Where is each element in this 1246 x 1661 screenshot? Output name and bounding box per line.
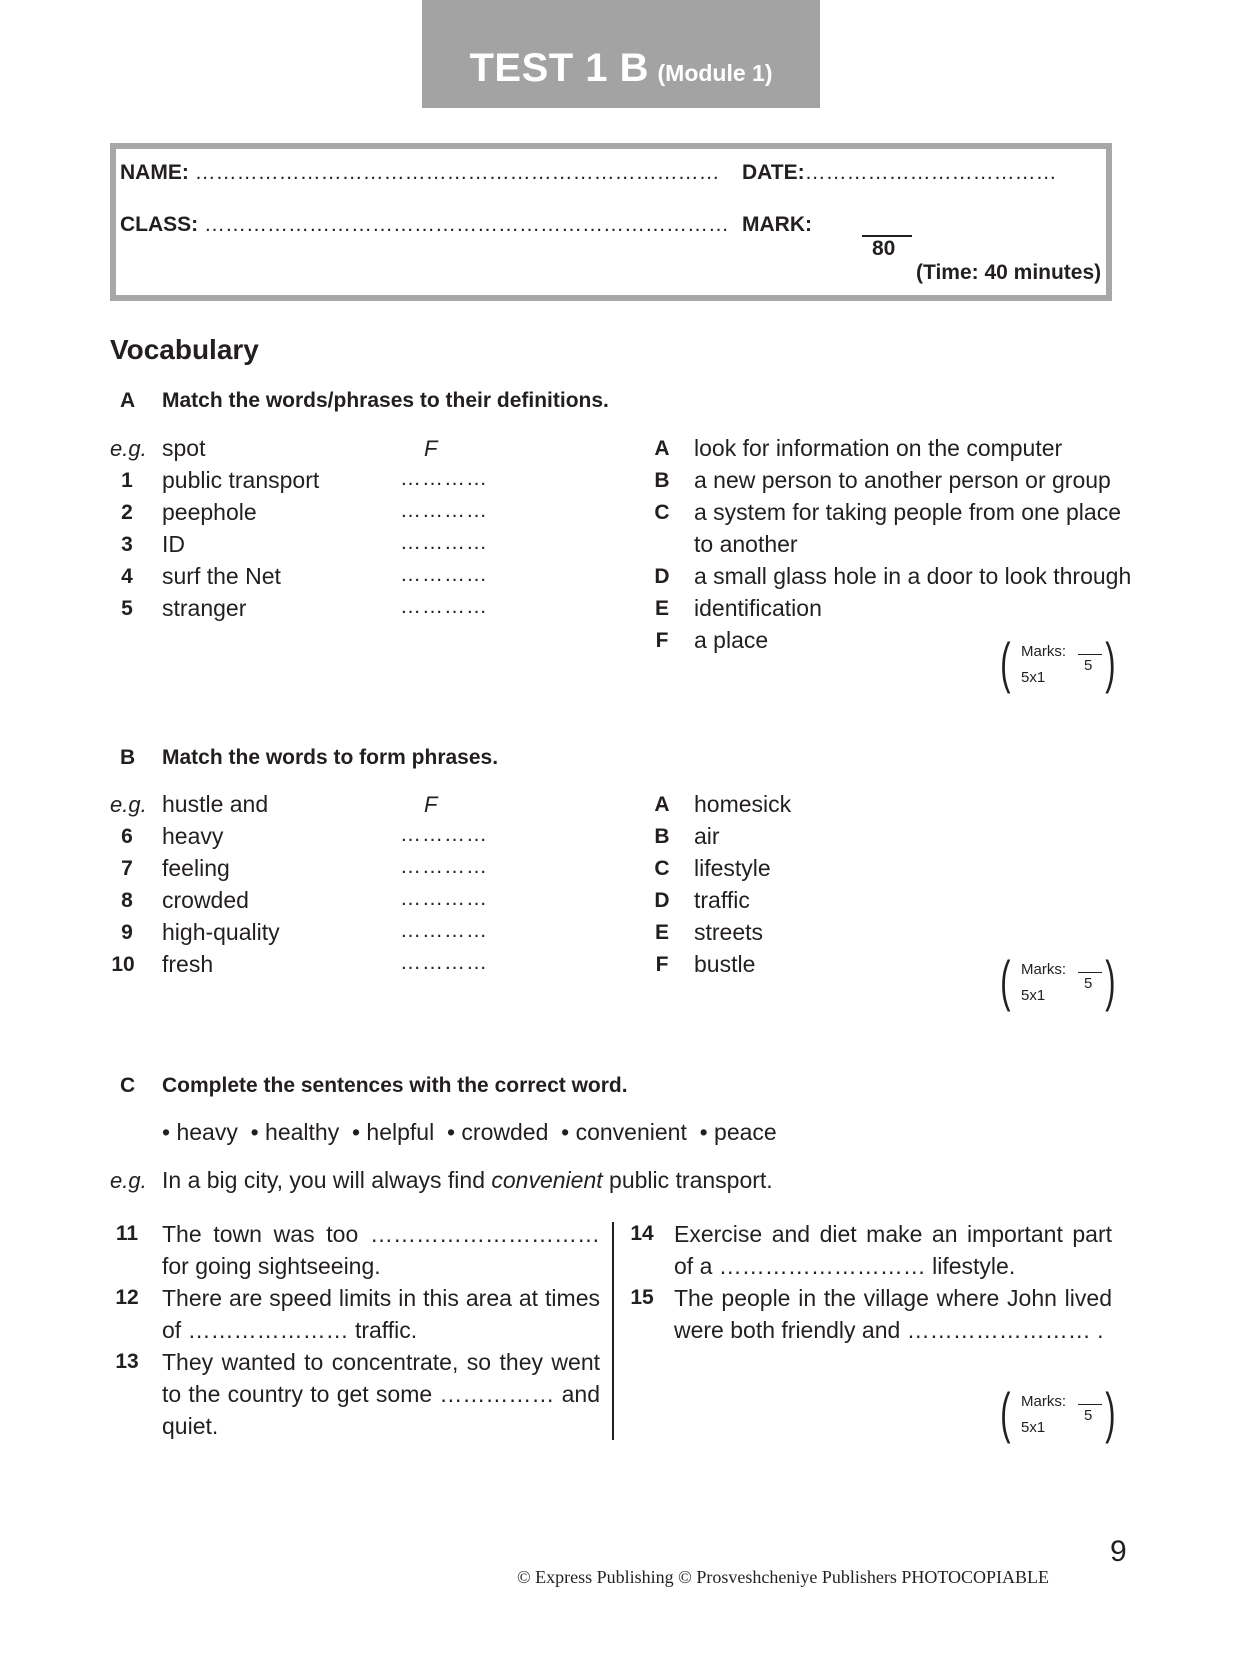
option-text: a system for taking people from one place xyxy=(694,499,1122,525)
section-b-instruction: Match the words to form phrases. xyxy=(162,746,499,769)
option-letter: F xyxy=(655,953,669,976)
class-dots: ………………………………………………………………… xyxy=(204,213,730,236)
answer-blank[interactable]: ………… xyxy=(400,887,488,910)
marks-label: Marks: xyxy=(1021,643,1066,660)
item-number: 3 xyxy=(121,533,133,556)
option-text-continued: to another xyxy=(694,531,798,557)
marks-denominator: 5 xyxy=(1084,657,1093,674)
item-number: 1 xyxy=(121,469,133,492)
option-letter: C xyxy=(654,857,670,880)
item-word: heavy xyxy=(162,823,224,849)
marks-fraction-line xyxy=(1078,972,1102,973)
item-word: stranger xyxy=(162,595,247,621)
example-text: public transport. xyxy=(602,1167,773,1193)
option-text: homesick xyxy=(694,791,792,817)
item-word: fresh xyxy=(162,951,214,977)
section-c-example xyxy=(162,1167,773,1194)
section-heading: Vocabulary xyxy=(110,334,259,365)
item-word: peephole xyxy=(162,499,257,525)
date-dots: ……………………………… xyxy=(804,161,1057,184)
marks-denominator: 5 xyxy=(1084,975,1093,992)
sentence[interactable]: The town was too ………………………… for going sightseeing. xyxy=(162,1221,600,1279)
option-letter: D xyxy=(654,889,670,912)
option-text: streets xyxy=(694,919,764,945)
sentence[interactable]: There are speed limits in this area at times of ………………… traffic. xyxy=(162,1285,600,1343)
item-word: crowded xyxy=(162,887,249,913)
item-number: 5 xyxy=(121,597,133,620)
class-field[interactable] xyxy=(120,213,729,237)
marks-denominator: 5 xyxy=(1084,1407,1093,1424)
page-number: 9 xyxy=(1110,1535,1127,1568)
option-text: bustle xyxy=(694,951,756,977)
item-number: 9 xyxy=(121,921,133,944)
sentence[interactable]: The people in the village where John lived were both friendly and …………………… . xyxy=(674,1285,1112,1343)
option-text: a new person to another person or group xyxy=(694,467,1111,493)
item-word: public transport xyxy=(162,467,320,493)
marks-multiplier: 5x1 xyxy=(1021,669,1046,686)
section-a-instruction: Match the words/phrases to their definitions. xyxy=(162,389,609,412)
answer-blank[interactable]: ………… xyxy=(400,823,488,846)
name-dots: ………………………………………………………………… xyxy=(194,161,720,184)
option-text: a place xyxy=(694,627,769,653)
item-word: high-quality xyxy=(162,919,280,945)
item-number: 13 xyxy=(115,1350,139,1373)
answer-blank[interactable]: ………… xyxy=(400,919,488,942)
class-label: CLASS: xyxy=(120,213,199,236)
option-letter: E xyxy=(654,921,669,944)
example-text: In a big city, you will always find xyxy=(162,1167,492,1193)
example-answer: convenient xyxy=(491,1167,603,1193)
item-number: 2 xyxy=(121,501,133,524)
marks-badge: ( Marks: 5 5x1 ) xyxy=(1000,949,1116,1012)
sentence[interactable]: They wanted to concentrate, so they went to the country to get some …………… and quiet. xyxy=(162,1349,600,1439)
marks-label: Marks: xyxy=(1021,961,1066,978)
marks-multiplier: 5x1 xyxy=(1021,987,1046,1004)
section-a-eg-label: e.g. xyxy=(110,436,147,461)
option-text: traffic xyxy=(694,887,750,913)
item-number: 15 xyxy=(630,1286,654,1309)
section-a-eg-answer: F xyxy=(424,436,438,461)
marks-label: Marks: xyxy=(1021,1393,1066,1410)
option-letter: A xyxy=(654,437,670,460)
test-title: TEST 1 B xyxy=(469,46,650,90)
item-number: 10 xyxy=(111,953,135,976)
item-word: feeling xyxy=(162,855,230,881)
option-text: lifestyle xyxy=(694,855,771,881)
section-c-eg-label: e.g. xyxy=(110,1168,147,1193)
section-b-eg-label: e.g. xyxy=(110,792,147,817)
option-letter: F xyxy=(655,629,669,652)
option-text: a small glass hole in a door to look through xyxy=(694,563,1132,589)
copyright-footer: © Express Publishing © Prosveshcheniye Publishers PHOTOCOPIABLE xyxy=(517,1567,1050,1587)
item-word: surf the Net xyxy=(162,563,281,589)
item-number: 4 xyxy=(121,565,133,588)
answer-blank[interactable]: ………… xyxy=(400,855,488,878)
answer-blank[interactable]: ………… xyxy=(400,467,488,490)
section-a-letter: A xyxy=(120,389,136,412)
marks-multiplier: 5x1 xyxy=(1021,1419,1046,1436)
item-number: 7 xyxy=(121,857,133,880)
mark-total: 80 xyxy=(872,237,896,260)
option-text: look for information on the computer xyxy=(694,435,1063,461)
date-label: DATE: xyxy=(742,161,805,184)
test-module: (Module 1) xyxy=(657,60,773,86)
answer-blank[interactable]: ………… xyxy=(400,595,488,618)
option-text: identification xyxy=(694,595,822,621)
answer-blank[interactable]: ………… xyxy=(400,499,488,522)
marks-badge: ( Marks: 5 5x1 ) xyxy=(1000,1381,1116,1444)
item-number: 6 xyxy=(121,825,133,848)
item-number: 12 xyxy=(115,1286,139,1309)
student-info-box xyxy=(110,143,1112,301)
item-number: 14 xyxy=(630,1222,654,1245)
option-letter: B xyxy=(654,469,670,492)
option-text: air xyxy=(694,823,720,849)
time-limit: (Time: 40 minutes) xyxy=(916,261,1102,284)
marks-fraction-line xyxy=(1078,654,1102,655)
date-field[interactable] xyxy=(742,161,1057,185)
item-number: 11 xyxy=(115,1222,139,1245)
name-label: NAME: xyxy=(120,161,189,184)
word-bank: • heavy • healthy • helpful • crowded • convenient • peace xyxy=(162,1119,777,1145)
answer-blank[interactable]: ………… xyxy=(400,563,488,586)
section-c-instruction: Complete the sentences with the correct word. xyxy=(162,1074,628,1097)
option-letter: B xyxy=(654,825,670,848)
item-number: 8 xyxy=(121,889,133,912)
column-divider xyxy=(612,1222,614,1440)
option-letter: C xyxy=(654,501,670,524)
marks-badge: ( Marks: 5 5x1 ) xyxy=(1000,631,1116,694)
answer-blank[interactable]: ………… xyxy=(400,531,488,554)
option-letter: D xyxy=(654,565,670,588)
section-b-eg-word: hustle and xyxy=(162,791,269,817)
answer-blank[interactable]: ………… xyxy=(400,951,488,974)
item-word: ID xyxy=(162,531,185,557)
section-c-letter: C xyxy=(120,1074,136,1097)
test-title-banner xyxy=(422,0,820,108)
name-field[interactable] xyxy=(120,161,720,185)
option-letter: A xyxy=(654,793,670,816)
marks-fraction-line xyxy=(1078,1404,1102,1405)
sentence[interactable]: Exercise and diet make an important part of a ……………………… lifestyle. xyxy=(674,1221,1112,1279)
mark-label: MARK: xyxy=(742,213,812,236)
option-letter: E xyxy=(654,597,669,620)
section-b-eg-answer: F xyxy=(424,792,438,817)
section-a-eg-word: spot xyxy=(162,435,206,461)
section-b-letter: B xyxy=(120,746,136,769)
